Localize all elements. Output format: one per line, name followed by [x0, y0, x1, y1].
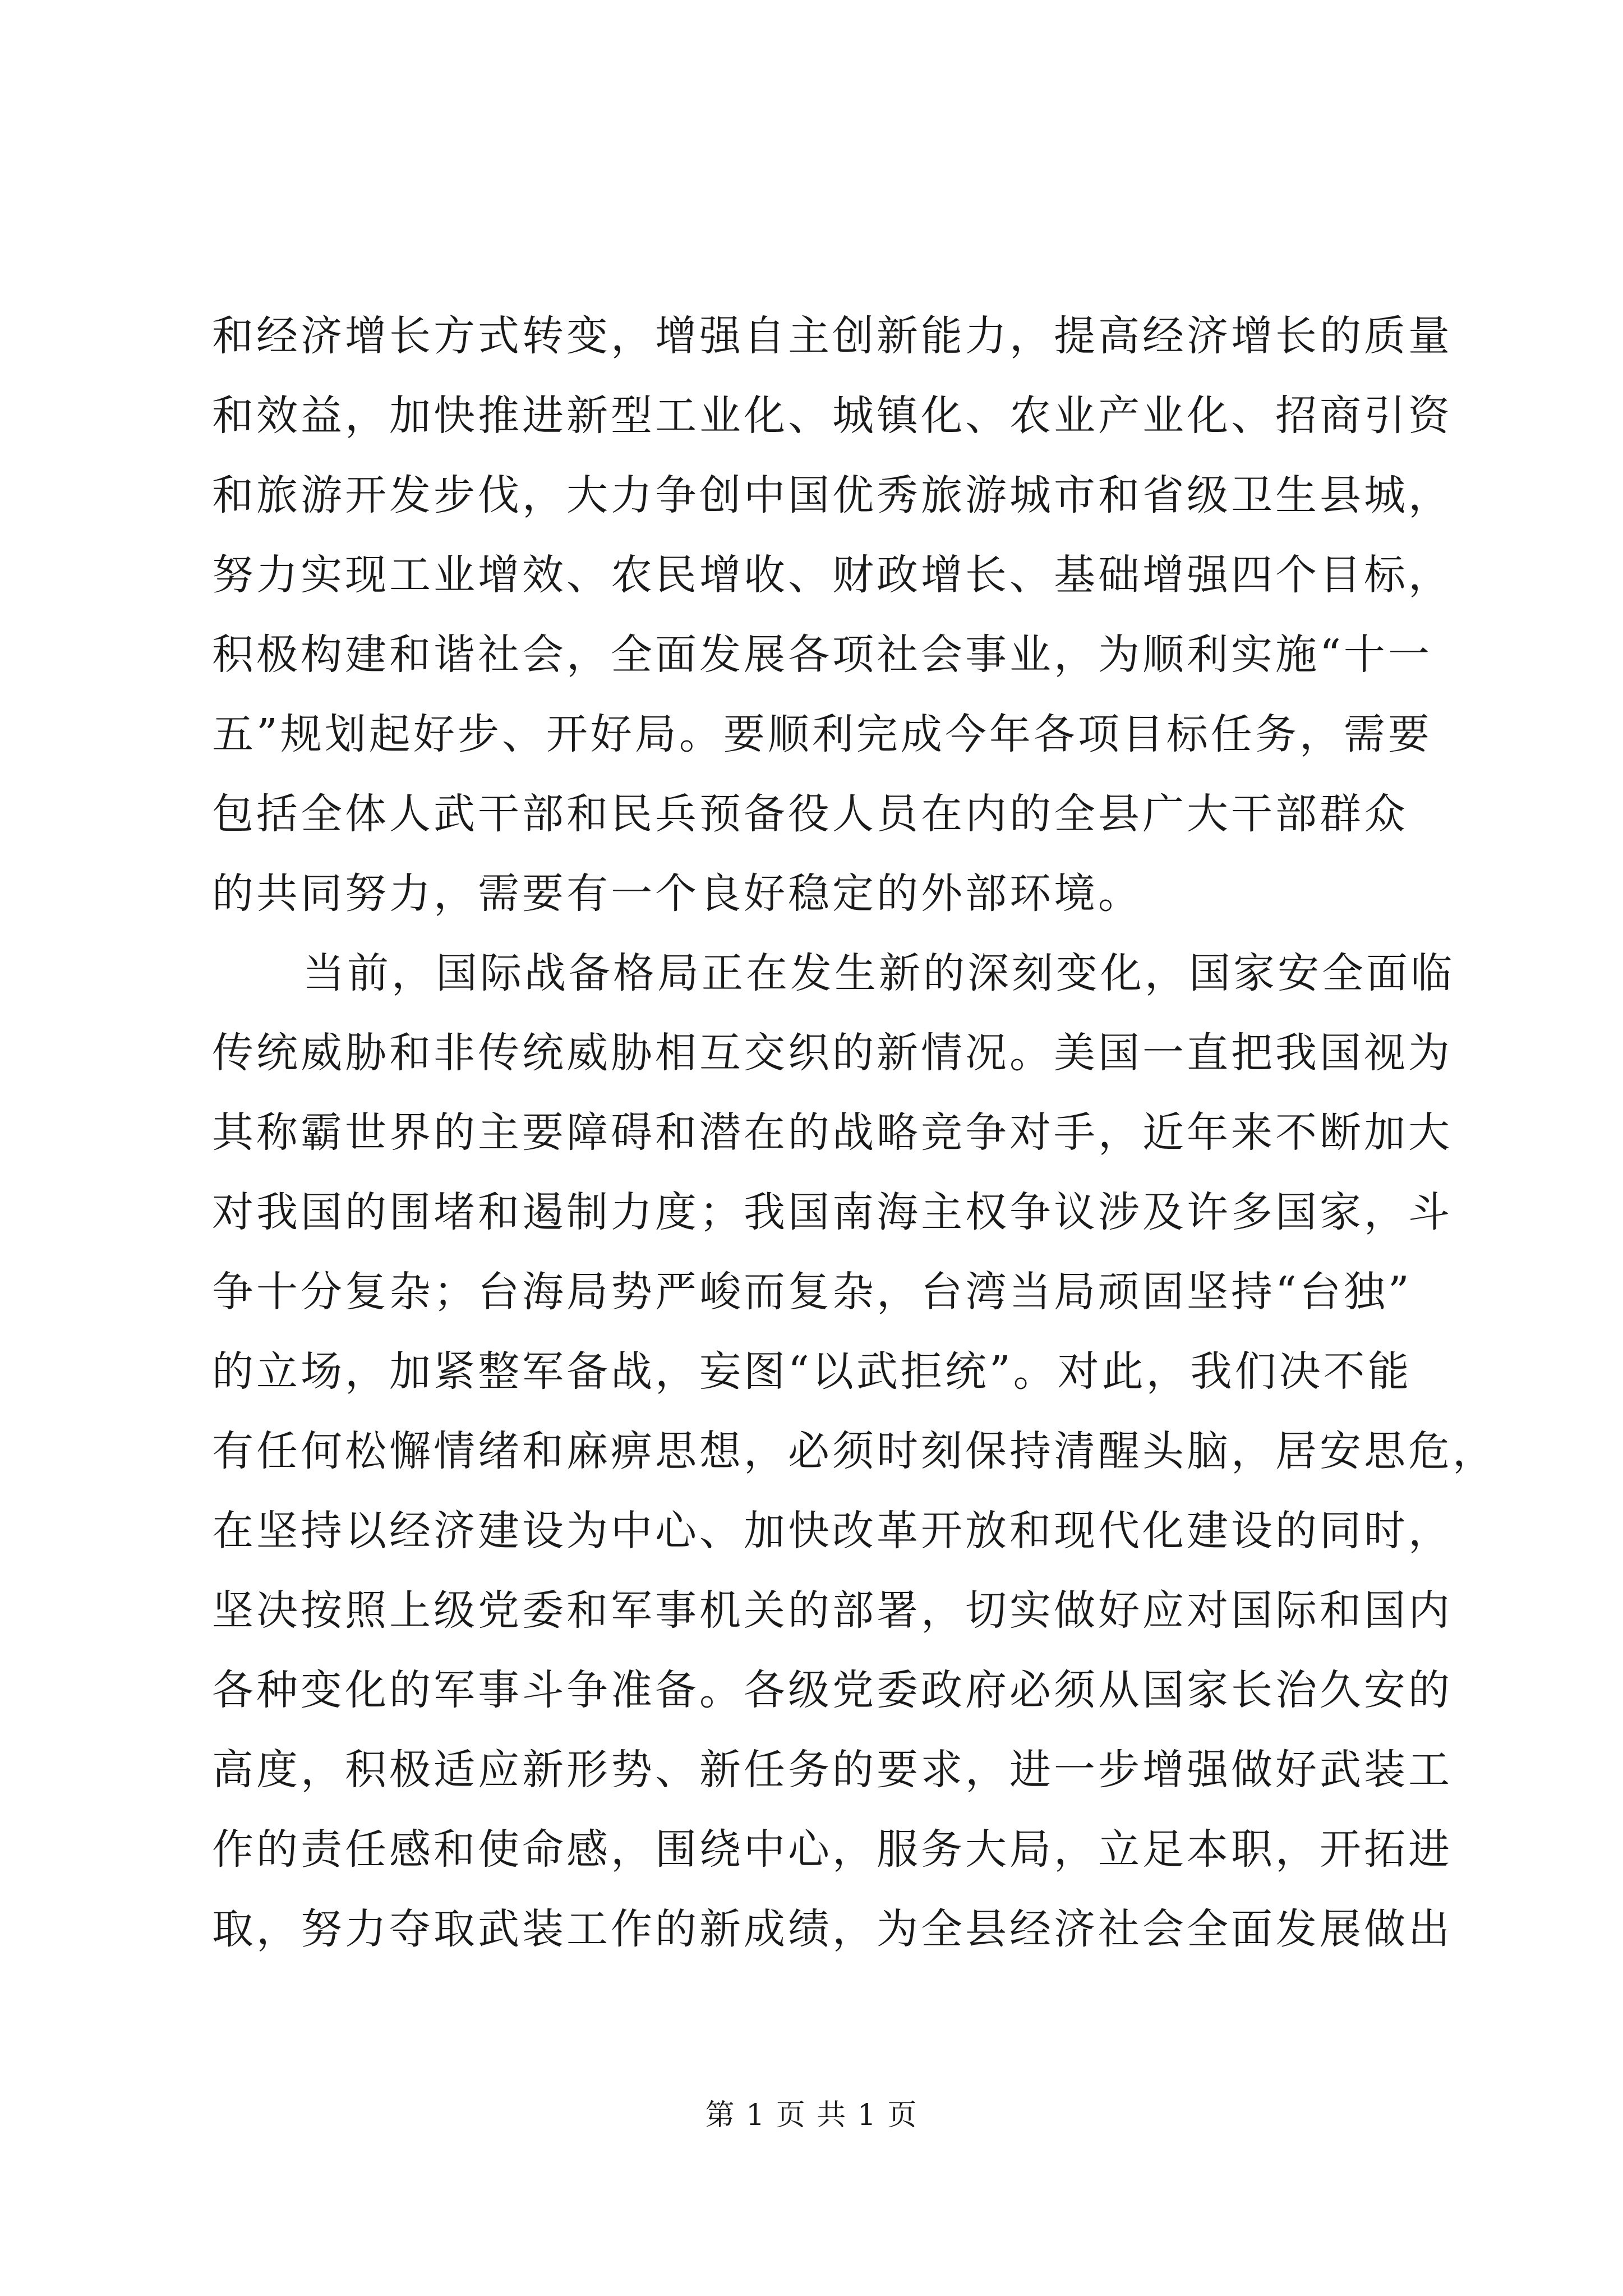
text-line: 坚决按照上级党委和军事机关的部署，切实做好应对国际和国内 — [212, 1586, 1453, 1635]
text-line: 的立场，加紧整军备战，妄图“以武拒统”。对此，我们决不能 — [212, 1347, 1412, 1396]
text-line: 积极构建和谐社会，全面发展各项社会事业，为顺利实施“十一 — [212, 631, 1432, 679]
text-line: 各种变化的军事斗争准备。各级党委政府必须从国家长治久安的 — [212, 1666, 1453, 1714]
text-line: 争十分复杂；台海局势严峻而复杂，台湾当局顽固坚持“台独” — [212, 1268, 1412, 1316]
text-line: 五”规划起好步、开好局。要顺利完成今年各项目标任务，需要 — [212, 710, 1432, 758]
text-line: 高度，积极适应新形势、新任务的要求，进一步增强做好武装工 — [212, 1746, 1453, 1794]
text-line: 努力实现工业增效、农民增收、财政增长、基础增强四个目标， — [212, 551, 1453, 599]
text-line: 的共同努力，需要有一个良好稳定的外部环境。 — [212, 869, 1142, 918]
text-line: 对我国的围堵和遏制力度；我国南海主权争议涉及许多国家，斗 — [212, 1188, 1453, 1236]
text-line: 有任何松懈情绪和麻痹思想，必须时刻保持清醒头脑，居安思危， — [212, 1427, 1497, 1475]
text-line: 在坚持以经济建设为中心、加快改革开放和现代化建设的同时， — [212, 1507, 1453, 1555]
text-line: 和经济增长方式转变，增强自主创新能力，提高经济增长的质量 — [212, 312, 1453, 360]
document-body — [212, 296, 1497, 1969]
page-footer — [0, 2096, 1623, 2135]
text-line: 和效益，加快推进新型工业化、城镇化、农业产业化、招商引资 — [212, 392, 1453, 440]
text-line: 传统威胁和非传统威胁相互交织的新情况。美国一直把我国视为 — [212, 1029, 1453, 1077]
paragraph-start-line: 当前，国际战备格局正在发生新的深刻变化，国家安全面临 — [303, 949, 1455, 997]
text-line: 和旅游开发步伐，大力争创中国优秀旅游城市和省级卫生县城， — [212, 471, 1453, 519]
text-line: 作的责任感和使命感，围绕中心，服务大局，立足本职，开拓进 — [212, 1825, 1453, 1874]
page-number-label: 第 1 页 共 1 页 — [705, 2099, 918, 2132]
text-line: 其称霸世界的主要障碍和潜在的战略竞争对手，近年来不断加大 — [212, 1108, 1453, 1157]
text-line: 取，努力夺取武装工作的新成绩，为全县经济社会全面发展做出 — [212, 1905, 1453, 1953]
text-line: 包括全体人武干部和民兵预备役人员在内的全县广大干部群众 — [212, 790, 1408, 838]
